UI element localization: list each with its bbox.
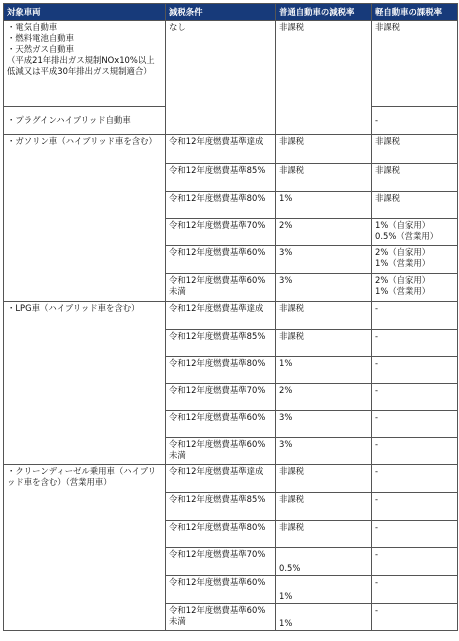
normal-rate-cell: 非課税 xyxy=(276,493,372,521)
condition-cell: なし xyxy=(166,21,276,135)
normal-rate-cell: 3% xyxy=(276,274,372,302)
table-row xyxy=(4,21,458,107)
tax-reduction-table xyxy=(3,3,458,631)
condition-cell: 令和12年度燃費基準60%未満 xyxy=(166,438,276,465)
condition-cell: 令和12年度燃費基準85% xyxy=(166,330,276,357)
table-row xyxy=(4,302,458,330)
kei-rate-cell: - xyxy=(372,357,458,384)
normal-rate-cell: 非課税 xyxy=(276,465,372,493)
normal-rate-cell: 非課税 xyxy=(276,330,372,357)
condition-cell: 令和12年度燃費基準80% xyxy=(166,521,276,548)
table-row xyxy=(4,135,458,164)
condition-cell: 令和12年度燃費基準達成 xyxy=(166,465,276,493)
kei-rate-cell: - xyxy=(372,548,458,576)
normal-rate-cell: 非課税 xyxy=(276,21,372,135)
kei-rate-cell: 非課税 xyxy=(372,135,458,164)
kei-rate-cell: - xyxy=(372,384,458,411)
kei-rate-cell: - xyxy=(372,521,458,548)
header-normal-rate: 普通自動車の減税率 xyxy=(276,4,372,21)
header-vehicle: 対象車両 xyxy=(4,4,166,21)
normal-rate-cell: 1% xyxy=(276,192,372,219)
condition-cell: 令和12年度燃費基準60%未満 xyxy=(166,274,276,302)
kei-rate-cell: - xyxy=(372,576,458,604)
kei-rate-cell: 非課税 xyxy=(372,192,458,219)
condition-cell: 令和12年度燃費基準80% xyxy=(166,357,276,384)
normal-rate-cell: 3% xyxy=(276,438,372,465)
condition-cell: 令和12年度燃費基準70% xyxy=(166,548,276,576)
normal-rate-cell: 非課税 xyxy=(276,135,372,164)
condition-cell: 令和12年度燃費基準80% xyxy=(166,192,276,219)
normal-rate-cell: 2% xyxy=(276,219,372,246)
header-kei-rate: 軽自動車の課税率 xyxy=(372,4,458,21)
vehicle-cell-diesel: ・クリーンディーゼル乗用車（ハイブリッド車を含む）（営業用車） xyxy=(4,465,166,631)
kei-rate-cell: - xyxy=(372,438,458,465)
condition-cell: 令和12年度燃費基準60% xyxy=(166,411,276,438)
header-row xyxy=(4,4,458,21)
condition-cell: 令和12年度燃費基準70% xyxy=(166,384,276,411)
normal-rate-cell: 1% xyxy=(276,576,372,604)
kei-rate-cell: - xyxy=(372,330,458,357)
condition-cell: 令和12年度燃費基準70% xyxy=(166,219,276,246)
normal-rate-cell: 2% xyxy=(276,384,372,411)
kei-rate-cell: 非課税 xyxy=(372,21,458,107)
kei-rate-cell: - xyxy=(372,493,458,521)
kei-rate-cell: 非課税 xyxy=(372,164,458,192)
header-condition: 減税条件 xyxy=(166,4,276,21)
condition-cell: 令和12年度燃費基準85% xyxy=(166,164,276,192)
kei-rate-cell: - xyxy=(372,302,458,330)
normal-rate-cell: 非課税 xyxy=(276,164,372,192)
normal-rate-cell: 非課税 xyxy=(276,521,372,548)
condition-cell: 令和12年度燃費基準達成 xyxy=(166,302,276,330)
vehicle-cell-phev: ・プラグインハイブリッド自動車 xyxy=(4,107,166,135)
normal-rate-cell: 非課税 xyxy=(276,302,372,330)
kei-rate-cell: - xyxy=(372,107,458,135)
kei-rate-cell: 1%（自家用） 0.5%（営業用） xyxy=(372,219,458,246)
normal-rate-cell: 3% xyxy=(276,411,372,438)
normal-rate-cell: 0.5% xyxy=(276,548,372,576)
condition-cell: 令和12年度燃費基準60% xyxy=(166,246,276,274)
kei-rate-cell: - xyxy=(372,465,458,493)
condition-cell: 令和12年度燃費基準60% xyxy=(166,576,276,604)
normal-rate-cell: 1% xyxy=(276,604,372,631)
vehicle-cell-lpg: ・LPG車（ハイブリッド車を含む） xyxy=(4,302,166,465)
kei-rate-cell: 2%（自家用） 1%（営業用） xyxy=(372,246,458,274)
kei-rate-cell: 2%（自家用） 1%（営業用） xyxy=(372,274,458,302)
condition-cell: 令和12年度燃費基準85% xyxy=(166,493,276,521)
kei-rate-cell: - xyxy=(372,604,458,631)
condition-cell: 令和12年度燃費基準達成 xyxy=(166,135,276,164)
vehicle-cell-ev: ・電気自動車 ・燃料電池自動車 ・天然ガス自動車 （平成21年排出ガス規制NOx10%以上低減又は平成30年排出ガス規制適合） xyxy=(4,21,166,107)
table-row xyxy=(4,465,458,493)
normal-rate-cell: 1% xyxy=(276,357,372,384)
vehicle-cell-gasoline: ・ガソリン車（ハイブリッド車を含む） xyxy=(4,135,166,302)
normal-rate-cell: 3% xyxy=(276,246,372,274)
kei-rate-cell: - xyxy=(372,411,458,438)
condition-cell: 令和12年度燃費基準60%未満 xyxy=(166,604,276,631)
